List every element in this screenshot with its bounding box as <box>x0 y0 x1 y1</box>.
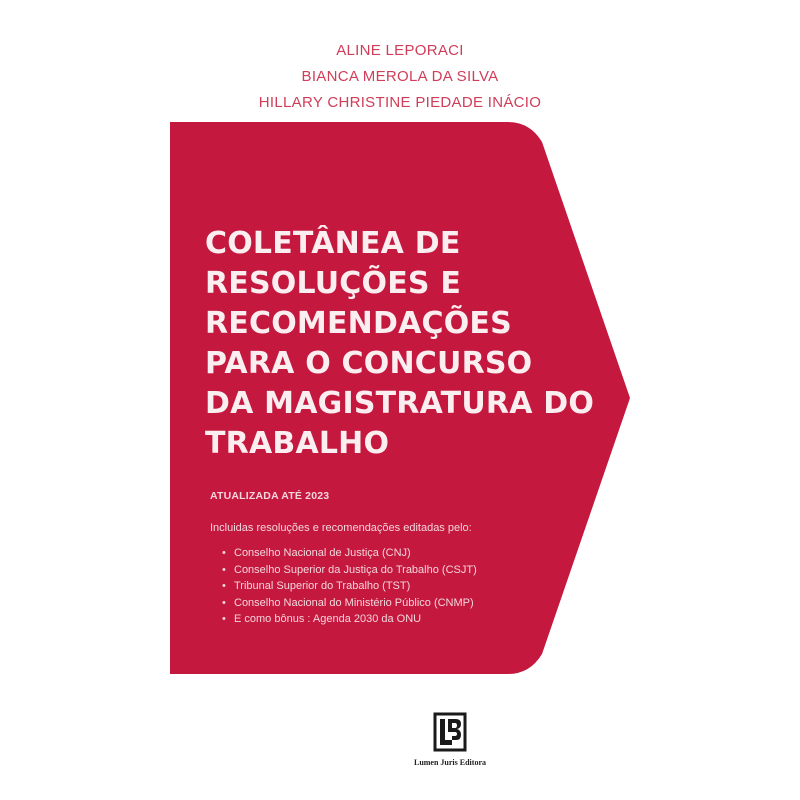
list-item <box>222 578 477 595</box>
publisher-name: Lumen Juris Editora <box>413 758 486 767</box>
list-item <box>222 595 477 612</box>
list-item <box>222 611 477 628</box>
title-line: COLETÂNEA DE <box>205 226 461 261</box>
bullet-icon: • <box>222 547 226 559</box>
bullet-icon: • <box>222 596 226 609</box>
organization-name: Conselho Superior da Justiça do Trabalho (CSJT) <box>234 563 477 576</box>
title-line: DA MAGISTRATURA DO <box>205 386 595 421</box>
bullet-icon: • <box>222 613 226 625</box>
organization-name: Conselho Nacional de Justiça (CNJ) <box>234 547 411 559</box>
author-name: HILLARY CHRISTINE PIEDADE INÁCIO <box>258 94 542 111</box>
organization-name: Conselho Nacional do Ministério Público (CNMP) <box>234 596 474 609</box>
organization-name: E como bônus : Agenda 2030 da ONU <box>234 613 422 625</box>
list-item <box>222 545 477 562</box>
title-line: RECOMENDAÇÕES <box>205 306 512 341</box>
bullet-icon: • <box>222 563 226 576</box>
edition-label: ATUALIZADA ATÉ 2023 <box>210 490 330 502</box>
bullet-icon: • <box>222 580 226 592</box>
book-title <box>205 224 635 464</box>
list-item <box>222 562 477 579</box>
author-name: ALINE LEPORACI <box>336 42 464 59</box>
organizations-list <box>222 545 477 628</box>
title-line: RESOLUÇÕES E <box>205 266 462 301</box>
title-line: PARA O CONCURSO <box>205 346 533 381</box>
title-line: TRABALHO <box>205 426 390 461</box>
lb-logo-icon <box>433 712 467 752</box>
intro-text: Incluidas resoluções e recomendações editadas pelo: <box>210 522 472 534</box>
authors-block <box>0 38 800 116</box>
organization-name: Tribunal Superior do Trabalho (TST) <box>234 580 411 592</box>
author-name: BIANCA MEROLA DA SILVA <box>301 68 499 85</box>
